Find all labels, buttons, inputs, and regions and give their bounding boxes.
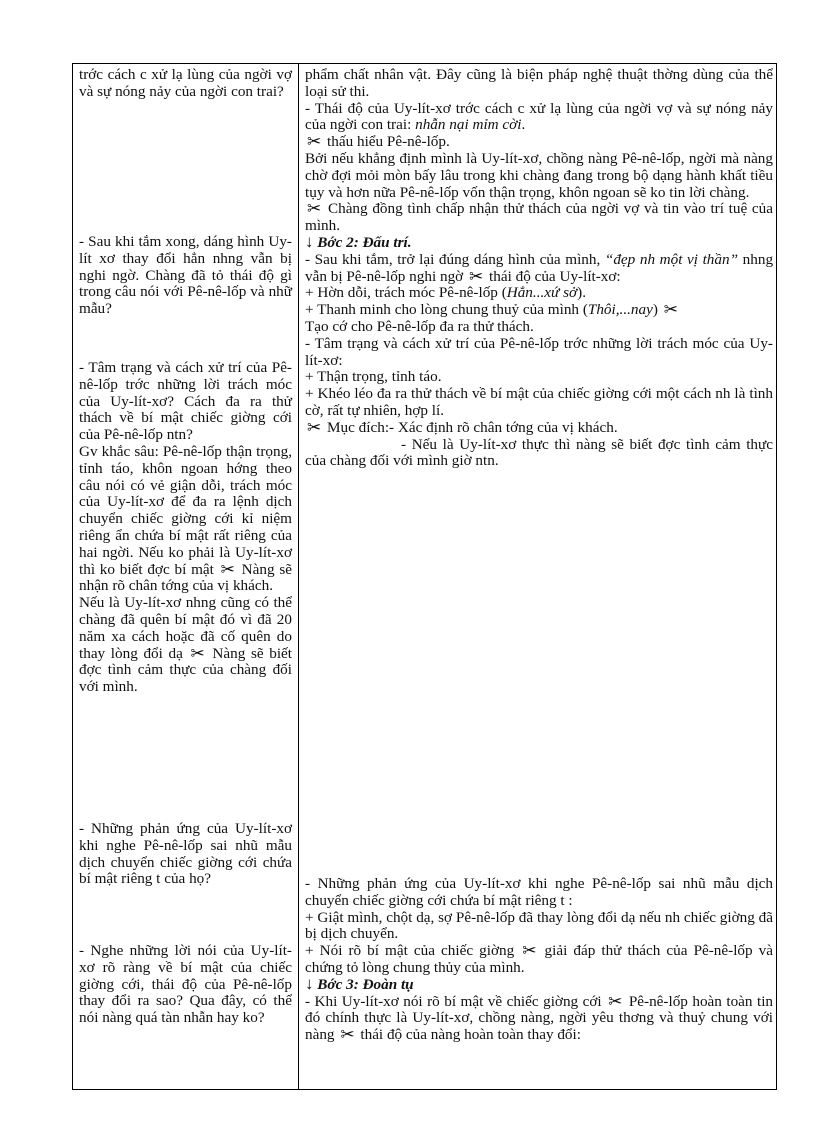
scissors-icon: ✂ [340, 1025, 355, 1045]
question-3: - Tâm trạng và cách xử trí của Pê-nê-lốp trớc những lời trách móc của Uy-lít-xơ? Cách đa ra thử thách về bí mật chiếc giờng cới của Pê-nê-lốp ntn? Gv khắc sâu: Pê-nê-lốp thận trọng, tỉnh táo, khôn ngoan hớng theo câu nói có vẻ giận dỗi, trách móc của Uy-lít-xơ để đa ra lệnh dịch chuyển chiếc giờng cới kỉ niệm riêng ẩn chứa bí mật rất riêng của hai ngời. Nếu ko phải là Uy-lít-xơ thì ko biết đợc bí mật ✂ Nàng sẽ nhận rõ chân tớng của vị khách. Nếu là Uy-lít-xơ nhng cũng có thể chàng đã quên bí mật đó vì đã 20 năm xa cách hoặc đã cố quên do thay lòng đổi dạ ✂ Nàng sẽ biết đợc tình cảm thực của chàng đối với mình. [79, 359, 293, 696]
answer-block-1: phẩm chất nhân vật. Đây cũng là biện pháp nghệ thuật thờng dùng của thể loại sử thi. - Thái độ của Uy-lít-xơ trớc cách c xử lạ lùng của ngời vợ và sự nóng nảy của ngời con trai: nhẫn nại mỉm cời. ✂ thấu hiểu Pê-nê-lốp. Bởi nếu khẳng định mình là Uy-lít-xơ, chồng nàng Pê-nê-lốp, ngời mà nàng chờ đợi mỏi mòn bấy lâu trong khi chàng đang trong bộ dạng hành khất tiều tụy và hơn nữa Pê-nê-lốp vốn thận trọng, khôn ngoan sẽ ko tin lời chàng. ✂ Chàng đồng tình chấp nhận thử thách của ngời vợ và tin vào trí tuệ của mình. ↓ Bớc 2: Đấu trí. - Sau khi tắm, trở lại đúng dáng hình của mình, “đẹp nh một vị thần” nhng vẫn bị Pê-nê-lốp nghi ngờ ✂ thái độ của Uy-lít-xơ: + Hờn dỗi, trách móc Pê-nê-lốp (Hẳn...xứ sở). + Thanh minh cho lòng chung thuỷ của mình (Thôi,...nay) ✂ Tạo cớ cho Pê-nê-lốp đa ra thử thách. - Tâm trạng và cách xử trí của Pê-nê-lốp trớc những lời trách móc của Uy-lít-xơ: + Thận trọng, tỉnh táo. + Khéo léo đa ra thử thách về bí mật của chiếc giờng cới một cách nh là tình cờ, rất tự nhiên, hợp lí. ✂ Mục đích:- Xác định rõ chân tớng của vị khách. - Nếu là Uy-lít-xơ thực thì nàng sẽ biết đợc tình cảm thực của chàng đối với mình giờ ntn. [305, 66, 774, 470]
scissors-icon: ✂ [307, 132, 322, 152]
question-5: - Nghe những lời nói của Uy-lít-xơ rõ ràng về bí mật của chiếc giờng cới, thái độ của Pê-nê-lốp thay đổi ra sao? Qua đây, có thể nói nàng quá tàn nhẫn hay ko? [79, 942, 292, 1027]
scissors-icon: ✂ [522, 941, 537, 961]
question-4: - Những phản ứng của Uy-lít-xơ khi nghe Pê-nê-lốp sai nhũ mẫu dịch chuyển chiếc giờng cới chứa bí mật riêng t của họ? [79, 820, 292, 888]
step-arrow-icon: ↓ [305, 231, 314, 251]
scissors-icon: ✂ [190, 643, 205, 663]
scissors-icon: ✂ [307, 199, 322, 219]
scissors-icon: ✂ [663, 300, 678, 320]
step-2-heading: ↓ Bớc 2: Đấu trí. [305, 231, 412, 251]
two-column-table [72, 63, 777, 1090]
scissors-icon: ✂ [608, 991, 623, 1011]
column-divider [298, 64, 299, 1089]
scissors-icon: ✂ [469, 266, 484, 286]
question-1: trớc cách c xử lạ lùng của ngời vợ và sự nóng nảy của ngời con trai? [79, 66, 292, 100]
scissors-icon: ✂ [220, 559, 235, 579]
step-3-heading: ↓ Bớc 3: Đoàn tụ [305, 973, 414, 993]
scissors-icon: ✂ [307, 417, 322, 437]
question-2: - Sau khi tắm xong, dáng hình Uy-lít xơ thay đổi hẳn nhng vẫn bị nghi ngờ. Chàng đã tỏ thái độ gì trong câu nói với Pê-nê-lốp và nhữ mẫu? [79, 233, 292, 318]
answer-block-2: - Những phản ứng của Uy-lít-xơ khi nghe Pê-nê-lốp sai nhũ mẫu dịch chuyển chiếc giờng cới chứa bí mật riêng t : + Giật mình, chột dạ, sợ Pê-nê-lốp đã thay lòng đổi dạ nếu nh chiếc giờng đã bị dịch chuyển. + Nói rõ bí mật của chiếc giờng ✂ giải đáp thử thách của Pê-nê-lốp và chứng tỏ lòng chung thủy của mình. ↓ Bớc 3: Đoàn tụ - Khi Uy-lít-xơ nói rõ bí mật về chiếc giờng cới ✂ Pê-nê-lốp hoàn toàn tin đó chính thực là Uy-lít-xơ, chồng nàng, ngời yêu thơng và thuỷ chung với nàng ✂ thái độ của nàng hoàn toàn thay đổi: [305, 875, 774, 1045]
step-arrow-icon: ↓ [305, 973, 314, 993]
teacher-note: Gv khắc sâu: Pê-nê-lốp thận trọng, tỉnh táo, khôn ngoan hớng theo câu nói có vẻ giận dỗi, trách móc của Uy-lít-xơ để đa ra lệnh dịch chuyển chiếc giờng cới kỉ niệm riêng ẩn chứa bí mật rất riêng của hai ngời. Nếu ko phải là Uy-lít-xơ thì ko biết đợc bí mật ✂ Nàng sẽ nhận rõ chân tớng của vị khách. Nếu là Uy-lít-xơ nhng cũng có thể chàng đã quên bí mật đó vì đã 20 năm xa cách hoặc đã cố quên do thay lòng đổi dạ ✂ Nàng sẽ biết đợc tình cảm thực của chàng đối với mình. [79, 442, 293, 696]
